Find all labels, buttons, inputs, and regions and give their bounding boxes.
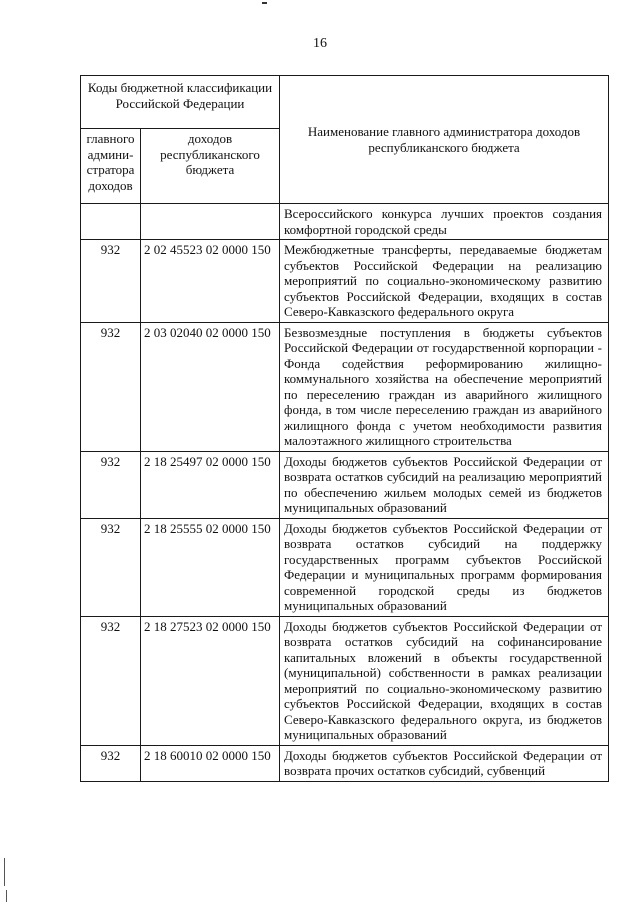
- admin-code-cell: 932: [81, 518, 141, 616]
- table-row: [81, 616, 609, 745]
- admin-code-cell: 932: [81, 451, 141, 518]
- income-name-cell: Безвозмездные поступления в бюджеты субъектов Российской Федерации от государственной корпорации - Фонда содействия реформированию жилищно-коммунального хозяйства на обеспечение мероприятий по переселению граждан из аварийного жилищного фонда, в том числе переселению граждан из аварийного жилищного фонда с учетом необходимости развития малоэтажного жилищного строительства: [280, 322, 609, 451]
- page-number: 16: [313, 36, 327, 51]
- table-row: [81, 240, 609, 323]
- table-row: [81, 322, 609, 451]
- income-code-cell: 2 18 27523 02 0000 150: [141, 616, 280, 745]
- table-row: [81, 451, 609, 518]
- header-budget-codes: Коды бюджетной классификации Российской Федерации: [81, 76, 280, 129]
- income-code-cell: 2 03 02040 02 0000 150: [141, 322, 280, 451]
- income-code-cell: 2 02 45523 02 0000 150: [141, 240, 280, 323]
- income-name-cell: Доходы бюджетов субъектов Российской Федерации от возврата прочих остатков субсидий, субвенций: [280, 745, 609, 781]
- header-main-administrator: главного админи-стратора доходов: [81, 129, 141, 204]
- header-administrator-name: Наименование главного администратора доходов республиканского бюджета: [280, 76, 609, 204]
- income-name-cell: Доходы бюджетов субъектов Российской Федерации от возврата остатков субсидий на реализацию мероприятий по обеспечению жильем молодых семей из бюджетов муниципальных образований: [280, 451, 609, 518]
- admin-code-cell: 932: [81, 616, 141, 745]
- table-row: [81, 745, 609, 781]
- income-name-cell: Межбюджетные трансферты, передаваемые бюджетам субъектов Российской Федерации на реализацию мероприятий по социально-экономическому развитию субъектов Российской Федерации, входящих в состав Северо-Кавказского федерального округа: [280, 240, 609, 323]
- income-code-cell: [141, 204, 280, 240]
- table-row: [81, 204, 609, 240]
- income-name-cell: Всероссийского конкурса лучших проектов создания комфортной городской среды: [280, 204, 609, 240]
- admin-code-cell: 932: [81, 322, 141, 451]
- income-name-cell: Доходы бюджетов субъектов Российской Федерации от возврата остатков субсидий на софинансирование капитальных вложений в объекты государственной (муниципальной) собственности в рамках реализации мероприятий по социально-экономическому развитию субъектов Российской Федерации, входящих в состав Северо-Кавказского федерального округа, из бюджетов муниципальных образований: [280, 616, 609, 745]
- income-code-cell: 2 18 60010 02 0000 150: [141, 745, 280, 781]
- scan-artifact-mark: [262, 2, 267, 4]
- income-name-cell: Доходы бюджетов субъектов Российской Федерации от возврата остатков субсидий на поддержку государственных программ субъектов Российской Федерации и муниципальных программ формирования современной городской среды из бюджетов муниципальных образований: [280, 518, 609, 616]
- admin-code-cell: 932: [81, 240, 141, 323]
- income-code-cell: 2 18 25555 02 0000 150: [141, 518, 280, 616]
- table-row: [81, 518, 609, 616]
- table-header-row: [81, 76, 609, 129]
- admin-code-cell: [81, 204, 141, 240]
- header-republican-income: доходов республиканского бюджета: [141, 129, 280, 204]
- admin-code-cell: 932: [81, 745, 141, 781]
- scan-artifact-edge: [4, 858, 5, 886]
- scan-artifact-edge: [6, 890, 7, 902]
- budget-classification-table: [80, 75, 609, 782]
- income-code-cell: 2 18 25497 02 0000 150: [141, 451, 280, 518]
